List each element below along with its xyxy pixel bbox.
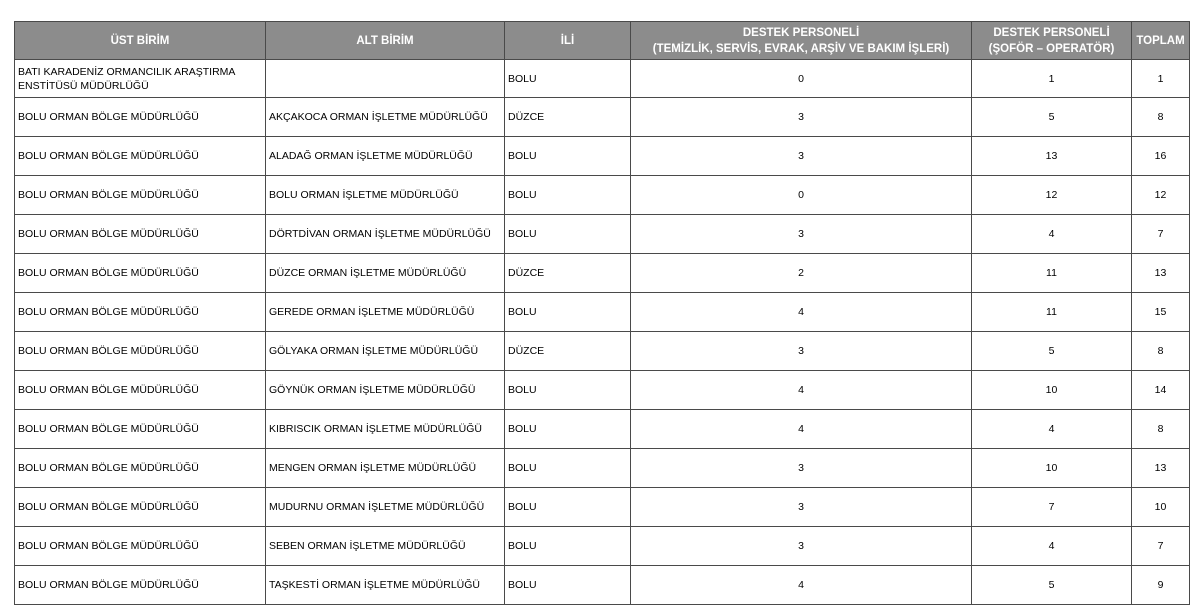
header-toplam: TOPLAM [1132,22,1190,60]
header-destek1-line2: (TEMİZLİK, SERVİS, EVRAK, ARŞİV VE BAKIM İŞLERİ) [652,42,950,55]
header-destek-personeli-2 [972,22,1132,60]
cell-toplam: 1 [1132,60,1190,98]
header-alt-birim: ALT BİRİM [266,22,505,60]
cell-ili: DÜZCE [505,332,631,371]
cell-destek-2: 5 [972,332,1132,371]
cell-destek-1: 3 [631,488,972,527]
table-row [15,293,1190,332]
cell-ili: BOLU [505,488,631,527]
table-row [15,449,1190,488]
cell-destek-1: 3 [631,137,972,176]
cell-ust-birim: BOLU ORMAN BÖLGE MÜDÜRLÜĞÜ [15,215,266,254]
header-ust-birim: ÜST BİRİM [15,22,266,60]
cell-ust-birim: BOLU ORMAN BÖLGE MÜDÜRLÜĞÜ [15,527,266,566]
cell-ili: BOLU [505,293,631,332]
header-destek1-line1: DESTEK PERSONELİ [742,26,860,39]
cell-toplam: 15 [1132,293,1190,332]
table-row [15,98,1190,137]
cell-alt-birim: MUDURNU ORMAN İŞLETME MÜDÜRLÜĞÜ [266,488,505,527]
cell-ili: BOLU [505,137,631,176]
cell-toplam: 14 [1132,371,1190,410]
cell-destek-2: 4 [972,215,1132,254]
cell-toplam: 12 [1132,176,1190,215]
personnel-table [14,21,1190,605]
cell-destek-1: 0 [631,60,972,98]
cell-alt-birim: KIBRISCIK ORMAN İŞLETME MÜDÜRLÜĞÜ [266,410,505,449]
cell-toplam: 8 [1132,332,1190,371]
cell-destek-1: 4 [631,371,972,410]
cell-ili: BOLU [505,449,631,488]
cell-destek-1: 0 [631,176,972,215]
cell-destek-2: 4 [972,527,1132,566]
cell-toplam: 13 [1132,254,1190,293]
header-destek-personeli-1 [631,22,972,60]
cell-destek-1: 3 [631,98,972,137]
cell-toplam: 8 [1132,410,1190,449]
table-row [15,254,1190,293]
cell-destek-1: 4 [631,410,972,449]
cell-destek-1: 3 [631,215,972,254]
cell-alt-birim: TAŞKESTİ ORMAN İŞLETME MÜDÜRLÜĞÜ [266,566,505,605]
cell-alt-birim: BOLU ORMAN İŞLETME MÜDÜRLÜĞÜ [266,176,505,215]
cell-ust-birim: BOLU ORMAN BÖLGE MÜDÜRLÜĞÜ [15,566,266,605]
cell-ili: BOLU [505,176,631,215]
cell-destek-2: 11 [972,254,1132,293]
header-destek2-line2: (ŞOFÖR – OPERATÖR) [988,42,1115,55]
table-row [15,332,1190,371]
cell-ili: BOLU [505,410,631,449]
header-ili: İLİ [505,22,631,60]
cell-destek-2: 10 [972,449,1132,488]
cell-destek-1: 4 [631,566,972,605]
table-row [15,60,1190,98]
cell-ili: BOLU [505,527,631,566]
cell-destek-2: 7 [972,488,1132,527]
cell-alt-birim: GEREDE ORMAN İŞLETME MÜDÜRLÜĞÜ [266,293,505,332]
cell-destek-2: 12 [972,176,1132,215]
cell-toplam: 8 [1132,98,1190,137]
cell-destek-1: 2 [631,254,972,293]
header-destek2-line1: DESTEK PERSONELİ [993,26,1110,39]
cell-destek-1: 3 [631,527,972,566]
cell-ili: DÜZCE [505,254,631,293]
cell-destek-2: 4 [972,410,1132,449]
cell-ili: BOLU [505,215,631,254]
cell-toplam: 16 [1132,137,1190,176]
cell-destek-2: 10 [972,371,1132,410]
cell-ust-birim: BOLU ORMAN BÖLGE MÜDÜRLÜĞÜ [15,410,266,449]
cell-ust-birim: BOLU ORMAN BÖLGE MÜDÜRLÜĞÜ [15,98,266,137]
table-row [15,371,1190,410]
header-row [15,22,1190,60]
cell-ust-birim: BOLU ORMAN BÖLGE MÜDÜRLÜĞÜ [15,176,266,215]
cell-ust-birim: BOLU ORMAN BÖLGE MÜDÜRLÜĞÜ [15,254,266,293]
cell-alt-birim: DÖRTDİVAN ORMAN İŞLETME MÜDÜRLÜĞÜ [266,215,505,254]
table-row [15,488,1190,527]
cell-ili: BOLU [505,566,631,605]
cell-ust-birim: BOLU ORMAN BÖLGE MÜDÜRLÜĞÜ [15,488,266,527]
cell-ust-birim: BOLU ORMAN BÖLGE MÜDÜRLÜĞÜ [15,371,266,410]
table-row [15,566,1190,605]
table-body [15,60,1190,605]
cell-destek-1: 3 [631,449,972,488]
cell-alt-birim: MENGEN ORMAN İŞLETME MÜDÜRLÜĞÜ [266,449,505,488]
cell-ust-birim: BOLU ORMAN BÖLGE MÜDÜRLÜĞÜ [15,449,266,488]
cell-destek-2: 1 [972,60,1132,98]
cell-alt-birim [266,60,505,98]
cell-destek-1: 3 [631,332,972,371]
cell-ust-birim: BOLU ORMAN BÖLGE MÜDÜRLÜĞÜ [15,293,266,332]
cell-alt-birim: DÜZCE ORMAN İŞLETME MÜDÜRLÜĞÜ [266,254,505,293]
cell-ust-birim: BOLU ORMAN BÖLGE MÜDÜRLÜĞÜ [15,332,266,371]
cell-destek-2: 11 [972,293,1132,332]
cell-toplam: 13 [1132,449,1190,488]
cell-toplam: 9 [1132,566,1190,605]
cell-toplam: 7 [1132,527,1190,566]
cell-toplam: 10 [1132,488,1190,527]
cell-destek-2: 5 [972,98,1132,137]
cell-alt-birim: AKÇAKOCA ORMAN İŞLETME MÜDÜRLÜĞÜ [266,98,505,137]
table-row [15,215,1190,254]
cell-toplam: 7 [1132,215,1190,254]
cell-destek-2: 13 [972,137,1132,176]
table-row [15,410,1190,449]
cell-ili: BOLU [505,371,631,410]
cell-destek-2: 5 [972,566,1132,605]
table-row [15,176,1190,215]
cell-alt-birim: GÖYNÜK ORMAN İŞLETME MÜDÜRLÜĞÜ [266,371,505,410]
cell-alt-birim: ALADAĞ ORMAN İŞLETME MÜDÜRLÜĞÜ [266,137,505,176]
cell-alt-birim: SEBEN ORMAN İŞLETME MÜDÜRLÜĞÜ [266,527,505,566]
table-row [15,527,1190,566]
cell-ili: BOLU [505,60,631,98]
cell-ust-birim: BATI KARADENİZ ORMANCILIK ARAŞTIRMA ENSTİTÜSÜ MÜDÜRLÜĞÜ [15,60,266,98]
cell-alt-birim: GÖLYAKA ORMAN İŞLETME MÜDÜRLÜĞÜ [266,332,505,371]
table-row [15,137,1190,176]
cell-ili: DÜZCE [505,98,631,137]
cell-ust-birim: BOLU ORMAN BÖLGE MÜDÜRLÜĞÜ [15,137,266,176]
cell-destek-1: 4 [631,293,972,332]
